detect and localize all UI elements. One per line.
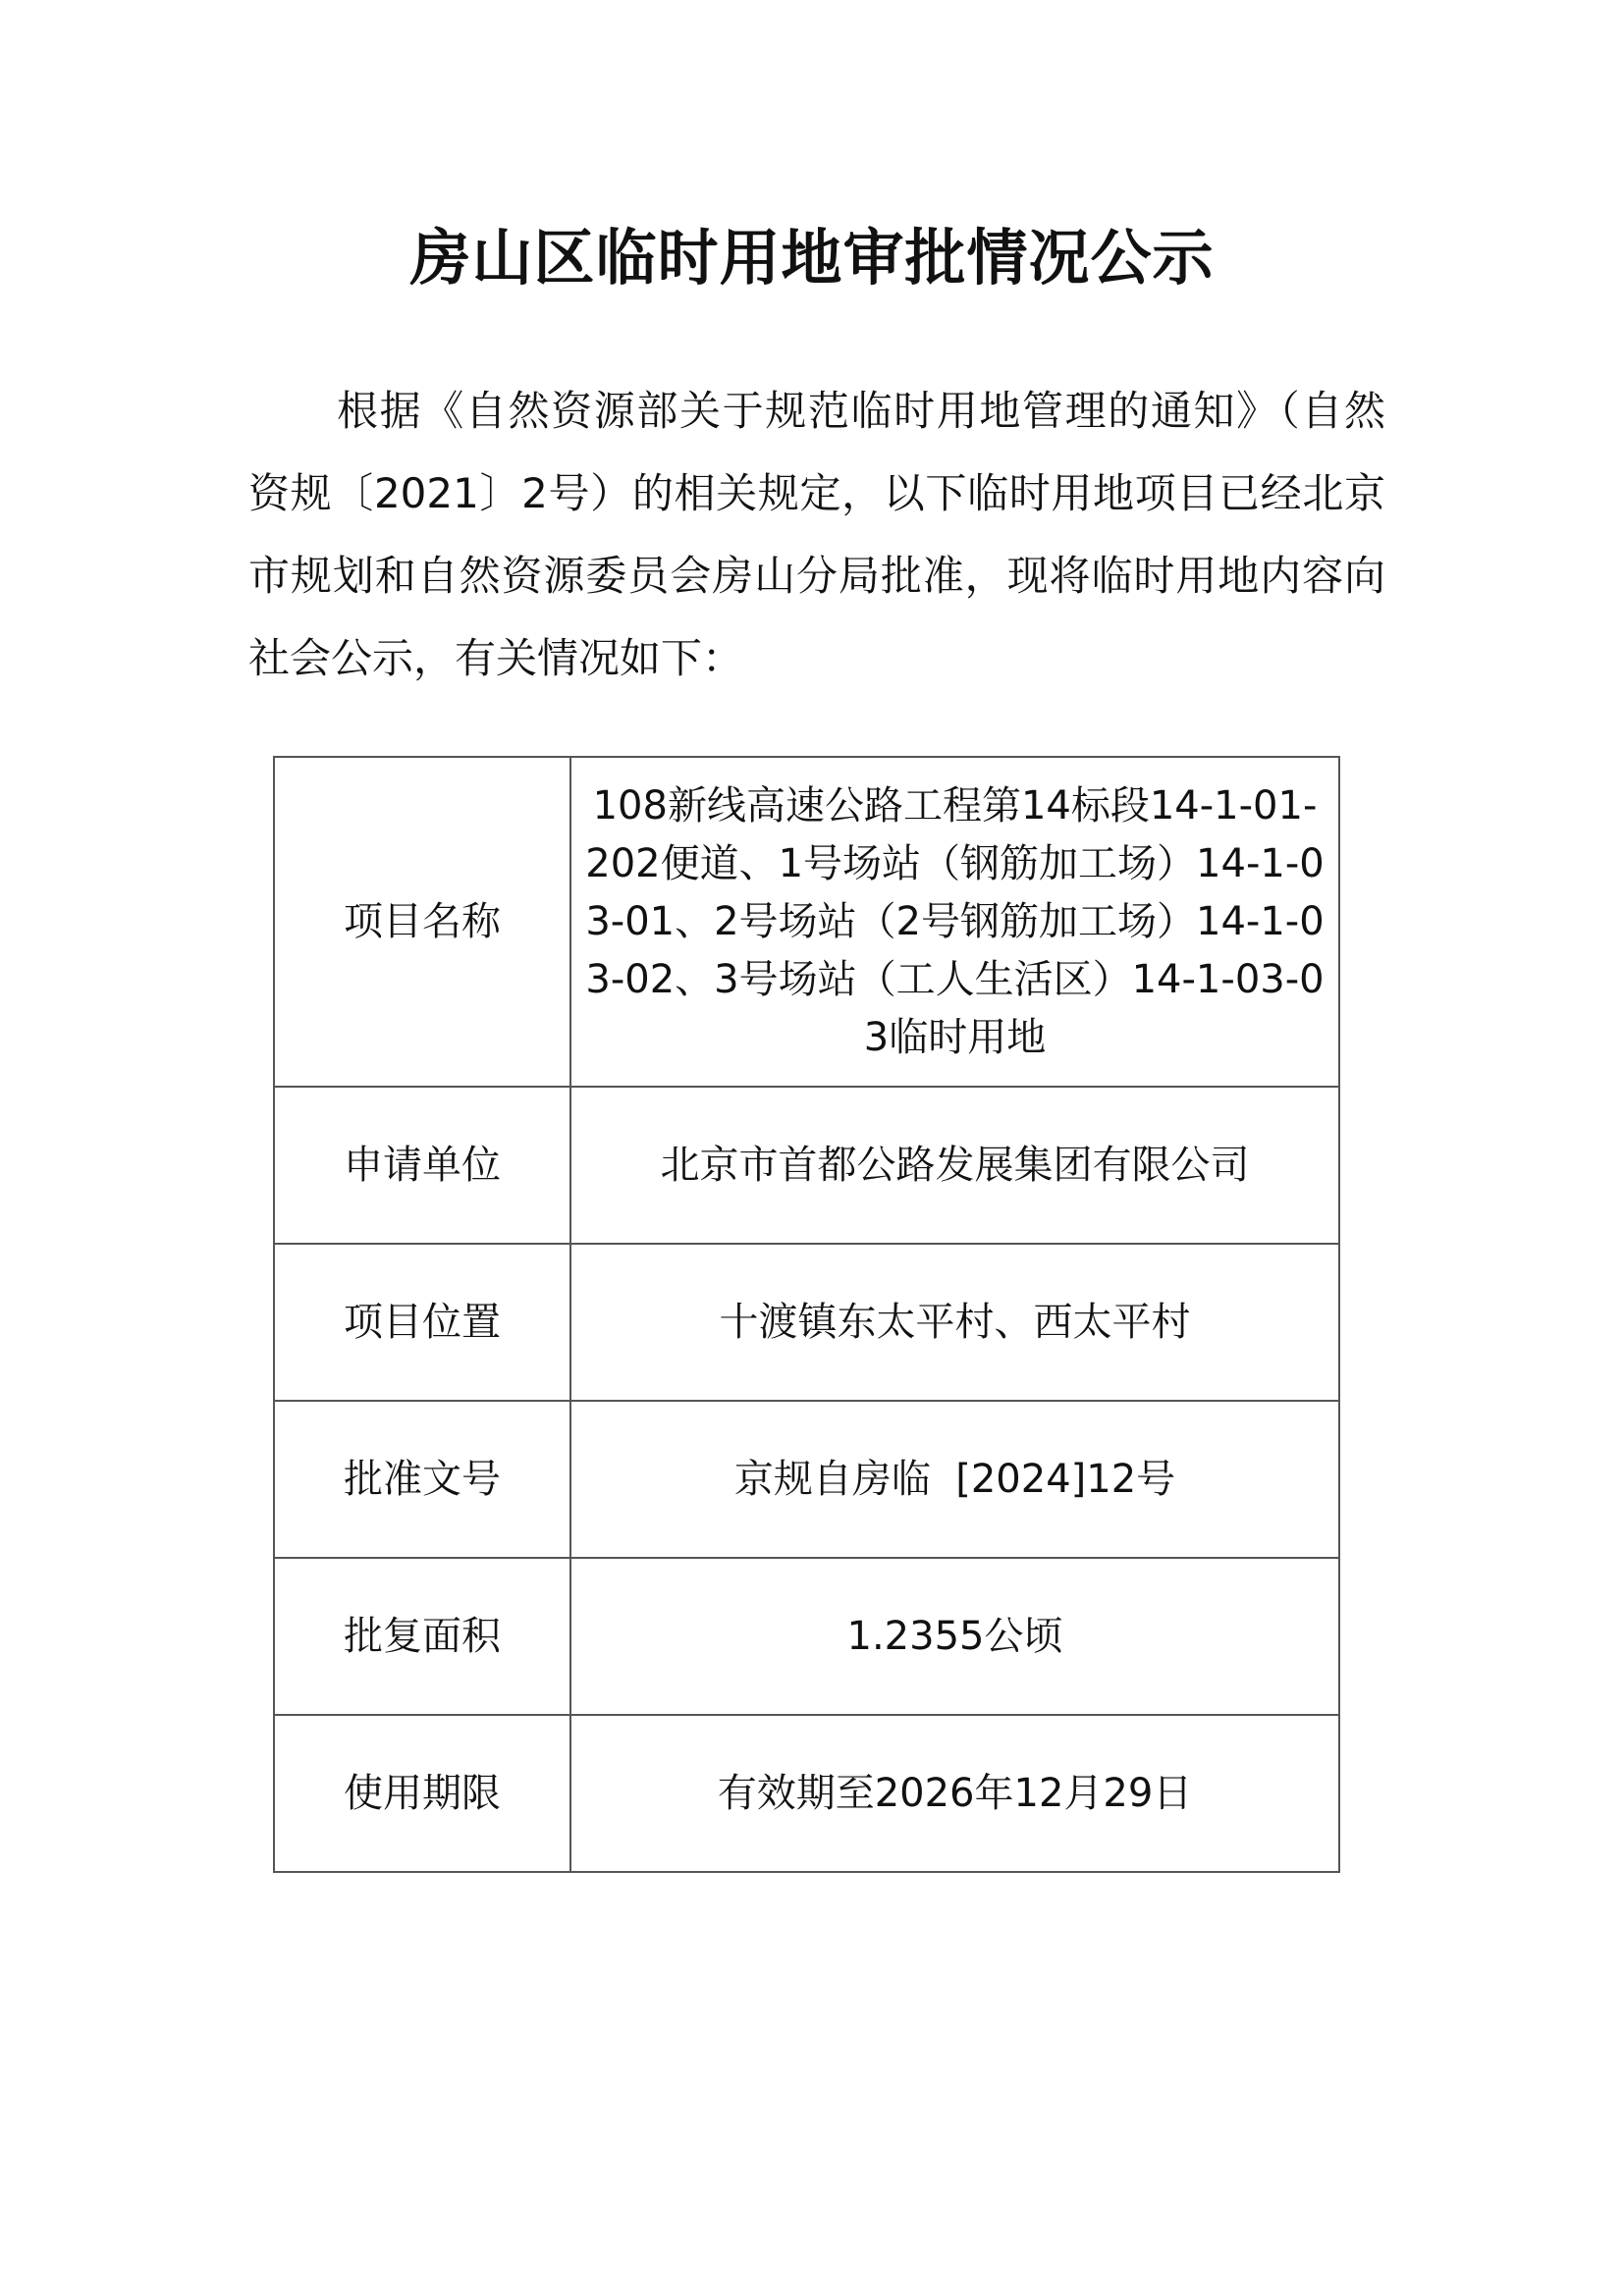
table-row-validity — [274, 1715, 1339, 1872]
table-row-project-name — [274, 757, 1339, 1087]
approved-area-label: 批复面积 — [274, 1558, 570, 1715]
table-row-approved-area — [274, 1558, 1339, 1715]
intro-paragraph: 根据《自然资源部关于规范临时用地管理的通知》（自然资规〔2021〕2号）的相关规定，以下临时用地项目已经北京市规划和自然资源委员会房山分局批准，现将临时用地内容向社会公示，有关情况如下： — [248, 387, 1385, 682]
location-label: 项目位置 — [274, 1244, 570, 1401]
approved-area-value: 1.2355公顷 — [570, 1558, 1339, 1715]
validity-label: 使用期限 — [274, 1715, 570, 1872]
project-name-label: 项目名称 — [274, 757, 570, 1087]
applicant-value: 北京市首都公路发展集团有限公司 — [570, 1087, 1339, 1244]
project-name-text: 108新线高速公路工程第14标段14-1-01-202便道、1号场站（钢筋加工场）14-1-03-01、2号场站（2号钢筋加工场）14-1-03-02、3号场站（工人生活区）14-1-03-03临时用地 — [585, 782, 1325, 1060]
approval-number-value: 京规自房临 [2024]12号 — [570, 1401, 1339, 1558]
document-title: 房山区临时用地审批情况公示 — [409, 222, 1215, 294]
validity-value: 有效期至2026年12月29日 — [570, 1715, 1339, 1872]
table-row-location — [274, 1244, 1339, 1401]
applicant-label: 申请单位 — [274, 1087, 570, 1244]
table-row-applicant — [274, 1087, 1339, 1244]
approval-number-label: 批准文号 — [274, 1401, 570, 1558]
location-value: 十渡镇东太平村、西太平村 — [570, 1244, 1339, 1401]
project-name-value — [570, 757, 1339, 1087]
table-row-approval-number — [274, 1401, 1339, 1558]
approval-info-table — [273, 756, 1340, 1873]
